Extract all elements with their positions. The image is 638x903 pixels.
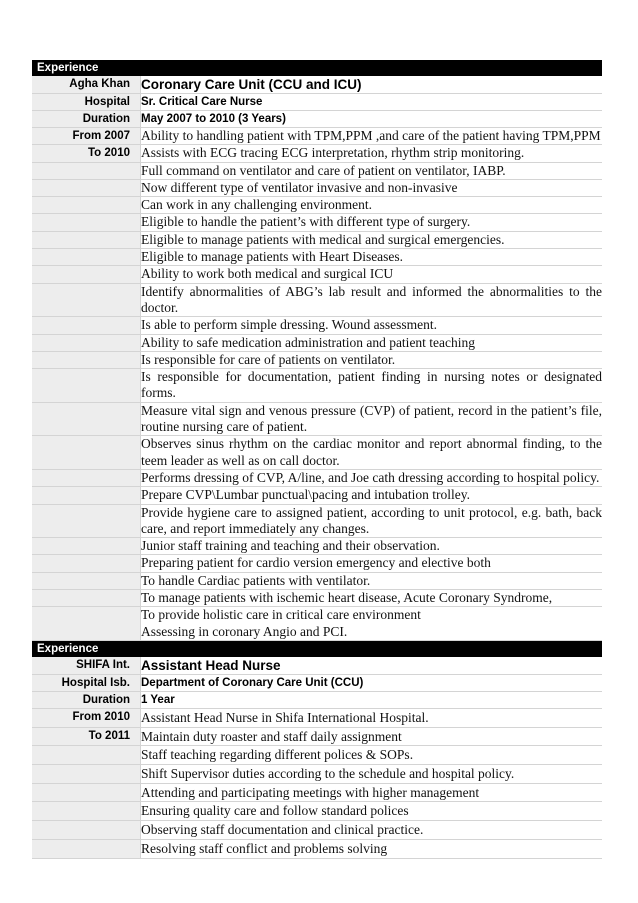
row-label: Agha Khan xyxy=(32,76,130,94)
row-label xyxy=(32,317,130,334)
row-content xyxy=(141,691,603,708)
duty-item: Eligible to handle the patient’s with different type of surgery. xyxy=(141,214,471,230)
duty-item: Performs dressing of CVP, A/line, and Joe cath dressing according to hospital policy. xyxy=(141,469,600,485)
duty-item: Shift Supervisor duties according to the schedule and hospital policy. xyxy=(141,766,515,782)
row-label xyxy=(32,555,130,572)
row-content xyxy=(141,555,603,572)
duty-item: Assists with ECG tracing ECG interpretation, rhythm strip monitoring. xyxy=(141,145,525,161)
experience-row xyxy=(32,504,602,538)
row-label: Duration xyxy=(32,691,130,708)
bullet-icon xyxy=(130,197,141,214)
resume-page xyxy=(32,60,602,859)
bullet-icon xyxy=(130,469,141,486)
row-content xyxy=(141,765,603,784)
duty-item: Now different type of ventilator invasive and non-invasive xyxy=(141,179,458,195)
row-label xyxy=(32,538,130,555)
bullet-icon xyxy=(130,266,141,283)
experience-row xyxy=(32,783,602,802)
bullet-icon xyxy=(130,128,141,145)
experience-row xyxy=(32,214,602,231)
bullet-icon xyxy=(130,538,141,555)
experience-row xyxy=(32,590,602,607)
row-label xyxy=(32,487,130,504)
row-content xyxy=(141,231,603,248)
bullet-icon xyxy=(130,607,141,641)
row-content xyxy=(141,334,603,351)
bullet-icon xyxy=(130,572,141,589)
row-content xyxy=(141,369,603,403)
row-content xyxy=(141,802,603,821)
duty-item: To handle Cardiac patients with ventilator. xyxy=(141,572,371,588)
row-content xyxy=(141,94,603,111)
experience-table xyxy=(32,76,602,641)
row-content xyxy=(141,317,603,334)
bullet-icon xyxy=(130,765,141,784)
row-label xyxy=(32,436,130,470)
experience-row xyxy=(32,283,602,317)
row-label: Duration xyxy=(32,111,130,128)
experience-row xyxy=(32,76,602,94)
experience-row xyxy=(32,674,602,691)
experience-row xyxy=(32,839,602,858)
duty-item: Resolving staff conflict and problems solving xyxy=(141,840,388,856)
duty-item: Can work in any challenging environment. xyxy=(141,197,372,213)
duty-item: Maintain duty roaster and staff daily assignment xyxy=(141,728,402,744)
row-content xyxy=(141,111,603,128)
duty-item: To manage patients with ischemic heart disease, Acute Coronary Syndrome, xyxy=(141,590,553,606)
duty-item: Is responsible for care of patients on ventilator. xyxy=(141,351,396,367)
section-header: Experience xyxy=(32,60,602,76)
row-content xyxy=(141,590,603,607)
experience-row xyxy=(32,555,602,572)
row-content xyxy=(141,436,603,470)
job-detail: May 2007 to 2010 (3 Years) xyxy=(141,113,286,125)
row-content xyxy=(141,746,603,765)
bullet-icon xyxy=(130,351,141,368)
experience-row xyxy=(32,607,602,641)
row-label xyxy=(32,231,130,248)
row-label xyxy=(32,197,130,214)
row-label xyxy=(32,266,130,283)
duty-item: Is responsible for documentation, patient finding in nursing notes or designated forms. xyxy=(141,369,602,401)
experience-row xyxy=(32,708,602,727)
experience-row xyxy=(32,802,602,821)
experience-row xyxy=(32,334,602,351)
bullet-icon xyxy=(130,821,141,840)
row-label xyxy=(32,746,130,765)
bullet-icon xyxy=(130,214,141,231)
row-content xyxy=(141,783,603,802)
row-content xyxy=(141,197,603,214)
experience-row xyxy=(32,469,602,486)
row-content xyxy=(141,128,603,145)
row-content xyxy=(141,283,603,317)
row-content xyxy=(141,538,603,555)
row-content xyxy=(141,487,603,504)
row-label xyxy=(32,351,130,368)
experience-row xyxy=(32,111,602,128)
bullet-icon xyxy=(130,94,141,111)
duty-item: To provide holistic care in critical care environment Assessing in coronary Angio and PCI. xyxy=(141,607,421,639)
row-label xyxy=(32,369,130,403)
row-label xyxy=(32,607,130,641)
section-header: Experience xyxy=(32,641,602,657)
bullet-icon xyxy=(130,674,141,691)
row-content xyxy=(141,179,603,196)
duty-item: Junior staff training and teaching and their observation. xyxy=(141,538,440,554)
row-content xyxy=(141,607,603,641)
bullet-icon xyxy=(130,369,141,403)
row-content xyxy=(141,214,603,231)
experience-row xyxy=(32,145,602,162)
row-label xyxy=(32,839,130,858)
row-label xyxy=(32,783,130,802)
row-content xyxy=(141,821,603,840)
row-label xyxy=(32,802,130,821)
duty-item: Ability to handling patient with TPM,PPM ,and care of the patient having TPM,PPM xyxy=(141,128,601,143)
experience-row xyxy=(32,746,602,765)
experience-row xyxy=(32,351,602,368)
bullet-icon xyxy=(130,145,141,162)
row-label: Hospital Isb. xyxy=(32,674,130,691)
job-detail: Sr. Critical Care Nurse xyxy=(141,96,263,108)
row-content xyxy=(141,402,603,436)
experience-row xyxy=(32,197,602,214)
experience-row xyxy=(32,162,602,179)
bullet-icon xyxy=(130,162,141,179)
duty-item: Provide hygiene care to assigned patient, according to unit protocol, e.g. bath, back care, and report immediately any changes. xyxy=(141,504,602,536)
experience-row xyxy=(32,369,602,403)
row-content xyxy=(141,839,603,858)
row-label xyxy=(32,283,130,317)
duty-item: Ability to work both medical and surgical ICU xyxy=(141,266,394,282)
row-label: To 2010 xyxy=(32,145,130,162)
row-content xyxy=(141,76,603,94)
duty-item: Preparing patient for cardio version emergency and elective both xyxy=(141,555,491,571)
bullet-icon xyxy=(130,555,141,572)
row-content xyxy=(141,351,603,368)
row-content xyxy=(141,674,603,691)
duty-item: Prepare CVP\Lumbar punctual\pacing and intubation trolley. xyxy=(141,487,471,503)
bullet-icon xyxy=(130,179,141,196)
experience-table xyxy=(32,657,602,859)
row-label xyxy=(32,572,130,589)
duty-item: Identify abnormalities of ABG’s lab result and informed the abnormalities to the doctor. xyxy=(141,283,602,315)
experience-row xyxy=(32,402,602,436)
experience-row xyxy=(32,487,602,504)
row-content xyxy=(141,504,603,538)
row-label: SHIFA Int. xyxy=(32,657,130,675)
row-label xyxy=(32,504,130,538)
bullet-icon xyxy=(130,76,141,94)
bullet-icon xyxy=(130,334,141,351)
job-title: Coronary Care Unit (CCU and ICU) xyxy=(141,77,362,92)
row-label xyxy=(32,162,130,179)
row-content xyxy=(141,249,603,266)
experience-row xyxy=(32,436,602,470)
experience-row xyxy=(32,179,602,196)
duty-item: Eligible to manage patients with Heart Diseases. xyxy=(141,249,404,265)
row-label: To 2011 xyxy=(32,727,130,746)
experience-row xyxy=(32,317,602,334)
experience-row xyxy=(32,657,602,675)
bullet-icon xyxy=(130,802,141,821)
duty-item: Eligible to manage patients with medical and surgical emergencies. xyxy=(141,231,505,247)
row-label: From 2010 xyxy=(32,708,130,727)
duty-item: Full command on ventilator and care of patient on ventilator, IABP. xyxy=(141,162,506,178)
bullet-icon xyxy=(130,436,141,470)
duty-item: Ability to safe medication administration and patient teaching xyxy=(141,334,476,350)
bullet-icon xyxy=(130,746,141,765)
job-title: Assistant Head Nurse xyxy=(141,657,281,673)
experience-row xyxy=(32,727,602,746)
experience-row xyxy=(32,231,602,248)
bullet-icon xyxy=(130,657,141,675)
duty-item: Observes sinus rhythm on the cardiac monitor and report abnormal finding, to the teem leader as well as on call doctor. xyxy=(141,436,602,468)
duty-item: Attending and participating meetings with higher management xyxy=(141,784,480,800)
job-detail: Department of Coronary Care Unit (CCU) xyxy=(141,676,364,689)
row-content xyxy=(141,708,603,727)
experience-row xyxy=(32,249,602,266)
row-label: Hospital xyxy=(32,94,130,111)
row-content xyxy=(141,162,603,179)
bullet-icon xyxy=(130,231,141,248)
experience-section xyxy=(32,60,602,641)
row-label xyxy=(32,249,130,266)
experience-row xyxy=(32,572,602,589)
row-label xyxy=(32,590,130,607)
experience-row xyxy=(32,538,602,555)
bullet-icon xyxy=(130,283,141,317)
experience-row xyxy=(32,821,602,840)
row-label xyxy=(32,469,130,486)
row-content xyxy=(141,572,603,589)
row-label xyxy=(32,334,130,351)
row-label xyxy=(32,214,130,231)
row-label xyxy=(32,402,130,436)
job-detail: 1 Year xyxy=(141,693,175,706)
row-label: From 2007 xyxy=(32,128,130,145)
bullet-icon xyxy=(130,691,141,708)
duty-item: Ensuring quality care and follow standard polices xyxy=(141,803,409,819)
duty-item: Is able to perform simple dressing. Wound assessment. xyxy=(141,317,437,333)
experience-row xyxy=(32,94,602,111)
duty-item: Assistant Head Nurse in Shifa International Hospital. xyxy=(141,709,429,725)
row-content xyxy=(141,145,603,162)
row-content xyxy=(141,727,603,746)
bullet-icon xyxy=(130,249,141,266)
bullet-icon xyxy=(130,708,141,727)
experience-row xyxy=(32,128,602,145)
bullet-icon xyxy=(130,402,141,436)
row-content xyxy=(141,469,603,486)
bullet-icon xyxy=(130,317,141,334)
bullet-icon xyxy=(130,590,141,607)
experience-row xyxy=(32,691,602,708)
bullet-icon xyxy=(130,111,141,128)
duty-item: Observing staff documentation and clinical practice. xyxy=(141,822,424,838)
bullet-icon xyxy=(130,487,141,504)
experience-row xyxy=(32,765,602,784)
row-label xyxy=(32,765,130,784)
row-label xyxy=(32,179,130,196)
experience-row xyxy=(32,266,602,283)
experience-section xyxy=(32,641,602,859)
row-content xyxy=(141,657,603,675)
row-content xyxy=(141,266,603,283)
bullet-icon xyxy=(130,504,141,538)
duty-item: Measure vital sign and venous pressure (CVP) of patient, record in the patient’s file, routine nursing care of patient. xyxy=(141,402,602,435)
bullet-icon xyxy=(130,839,141,858)
duty-item: Staff teaching regarding different polices & SOPs. xyxy=(141,747,414,763)
row-label xyxy=(32,821,130,840)
bullet-icon xyxy=(130,783,141,802)
bullet-icon xyxy=(130,727,141,746)
